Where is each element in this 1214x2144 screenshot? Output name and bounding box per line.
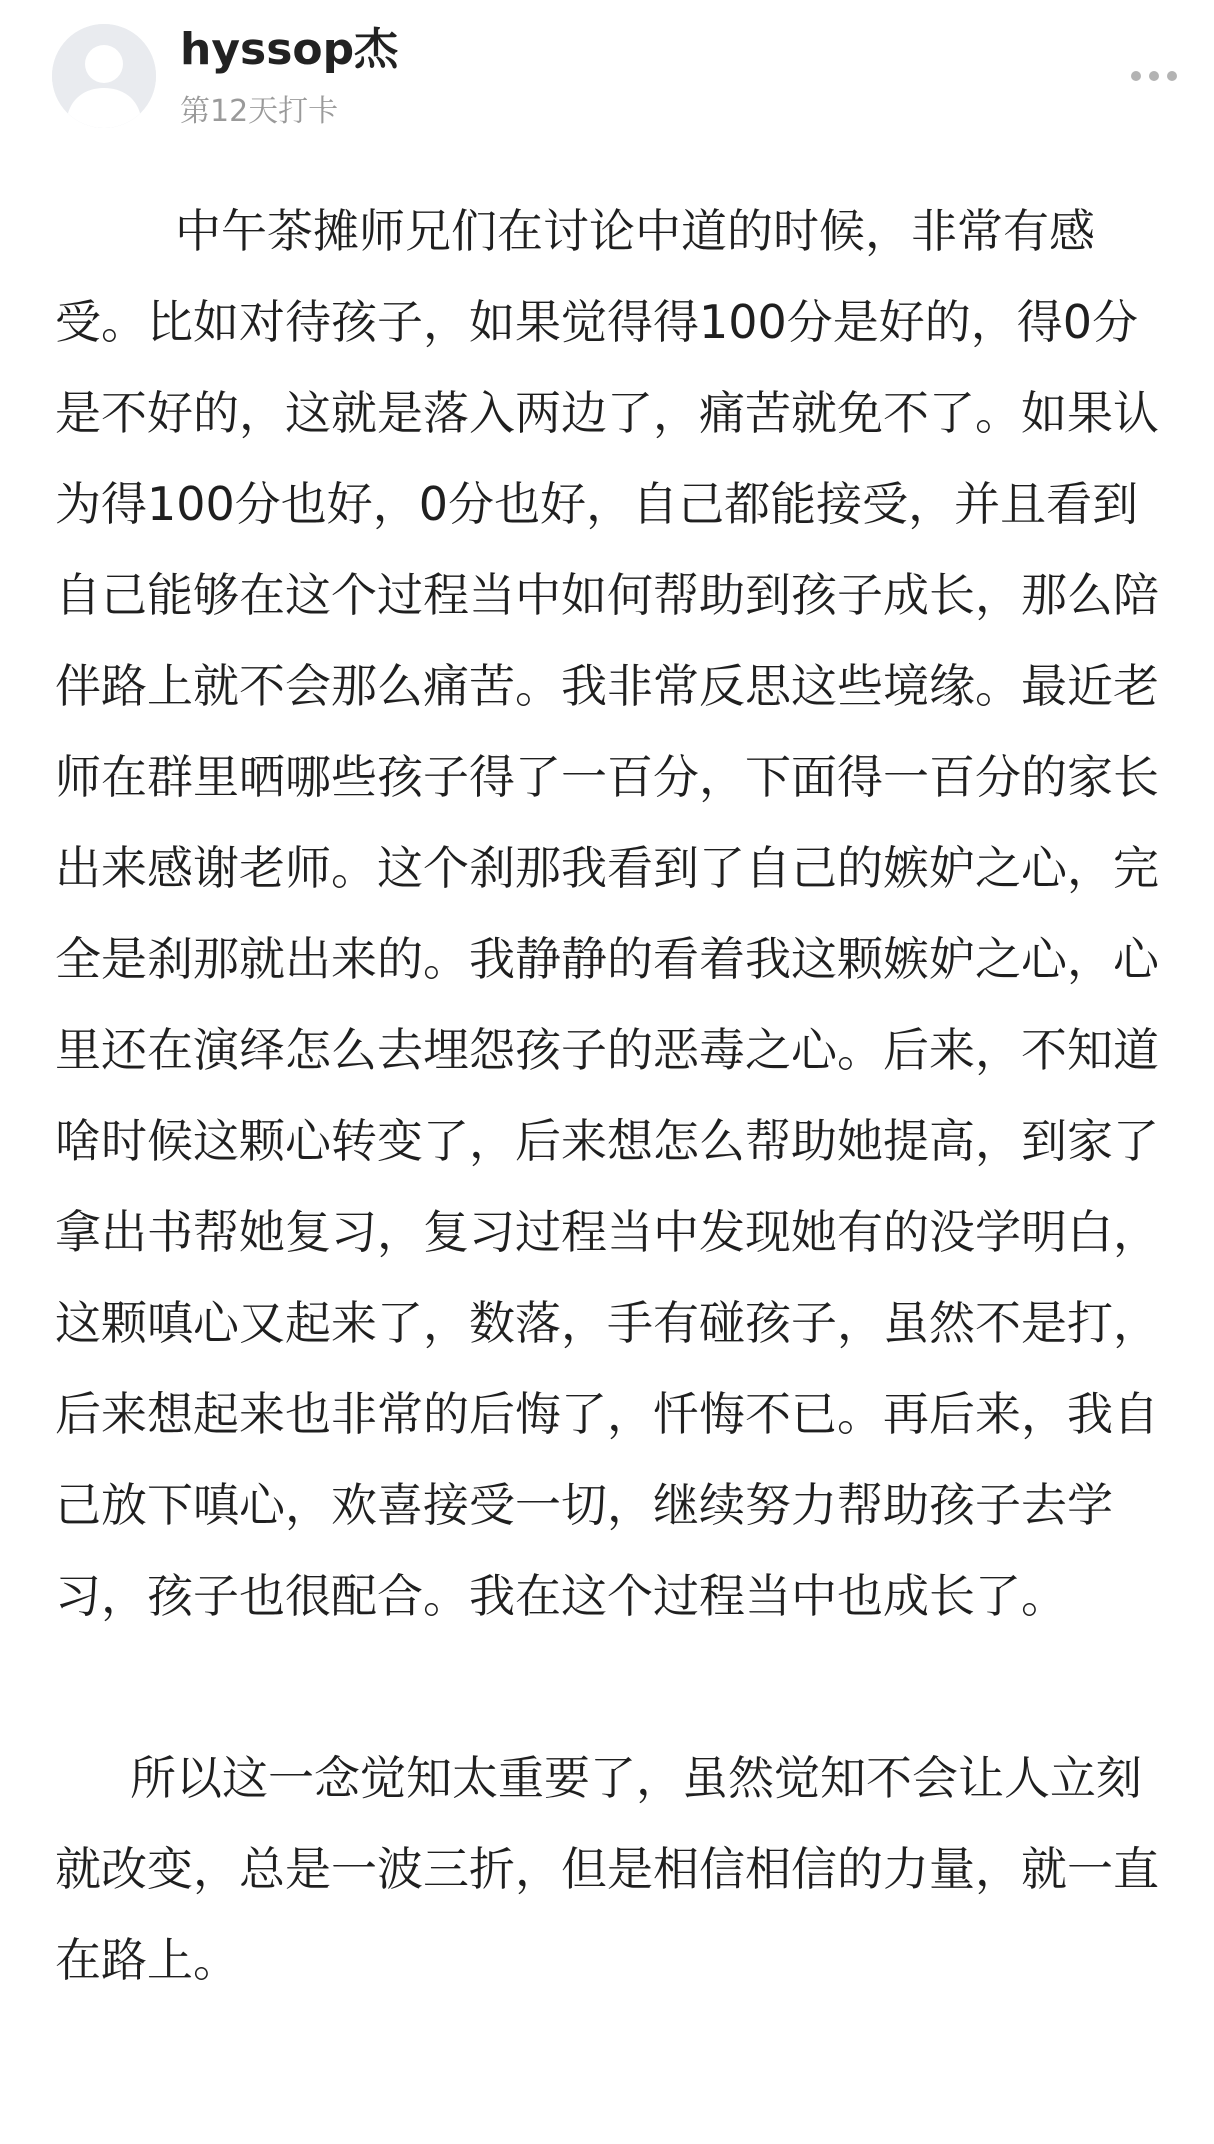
post-body: [55, 186, 1175, 2006]
checkin-day-label: 第12天打卡: [180, 94, 339, 129]
post-header: [0, 0, 1214, 150]
post-paragraph-1: 中午茶摊师兄们在讨论中道的时候，非常有感受。比如对待孩子，如果觉得得100分是好的，得0分是不好的，这就是落入两边了，痛苦就免不了。如果认为得100分也好，0分也好，自己都能接受，并且看到自己能够在这个过程当中如何帮助到孩子成长，那么陪伴路上就不会那么痛苦。我非常反思这些境缘。最近老师在群里晒哪些孩子得了一百分，下面得一百分的家长出来感谢老师。这个刹那我看到了自己的嫉妒之心，完全是刹那就出来的。我静静的看着我这颗嫉妒之心，心里还在演绎怎么去埋怨孩子的恶毒之心。后来，不知道啥时候这颗心转变了，后来想怎么帮助她提高，到家了拿出书帮她复习，复习过程当中发现她有的没学明白，这颗嗔心又起来了，数落，手有碰孩子，虽然不是打，后来想起来也非常的后悔了，忏悔不已。再后来，我自己放下嗔心，欢喜接受一切，继续努力帮助孩子去学习，孩子也很配合。我在这个过程当中也成长了。: [55, 204, 1159, 1623]
avatar-silhouette-icon: [52, 24, 156, 128]
more-dot: [1131, 71, 1141, 81]
more-dot: [1149, 71, 1159, 81]
more-dots-icon[interactable]: [1124, 56, 1184, 96]
default-user-avatar-icon[interactable]: [52, 24, 156, 128]
more-dot: [1167, 71, 1177, 81]
author-name[interactable]: hyssop杰: [180, 24, 399, 75]
paragraph-spacer: [55, 1642, 1175, 1733]
post-paragraph-2: 所以这一念觉知太重要了，虽然觉知不会让人立刻就改变，总是一波三折，但是相信相信的力量，就一直在路上。: [55, 1751, 1159, 1987]
